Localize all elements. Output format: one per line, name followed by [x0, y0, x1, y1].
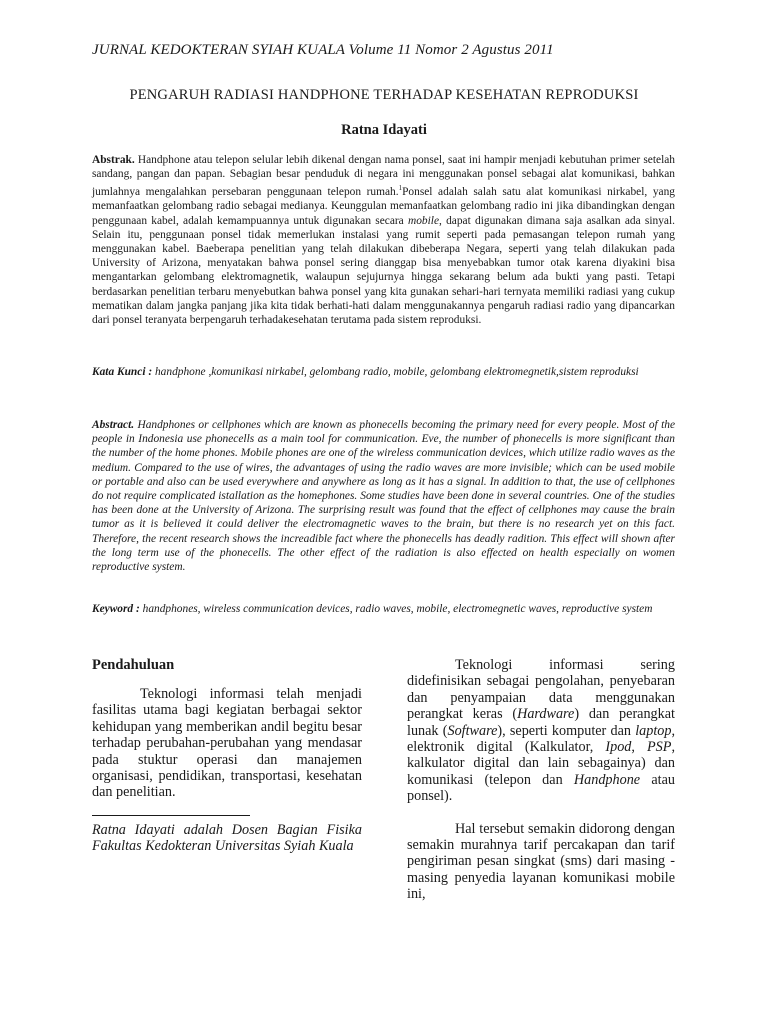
p1-text-f: , kalkulator digital dan lain sebagainya) dan komunikasi (telepon dan [407, 739, 675, 788]
abstrak-mobile-term: mobile [408, 214, 440, 227]
left-column [92, 657, 362, 855]
p1-term-handphone: Handphone [573, 771, 641, 788]
p1-term-hardware: Hardware [517, 706, 575, 723]
abstrak-footnote-ref: 1 [398, 184, 403, 193]
abstrak-text-2: Ponsel adalah salah satu alat komunikasi nirkabel, yang memanfaatkan gelombang radio sebagai medianya. Keunggulan memanfaatkan gelombang radio ini jika dibandingkan dengan penggunaan kabel, adalah kemampuannya untuk digunakan secara [92, 186, 675, 227]
footnote-divider [92, 815, 250, 816]
abstrak-label: Abstrak. [92, 154, 135, 166]
kata-kunci-label: Kata Kunci : [92, 366, 153, 378]
p1-text-c: ), seperti komputer dan [497, 722, 636, 739]
p1-text-b: ) dan perangkat lunak ( [407, 706, 675, 739]
p1-term-ipod: Ipod [605, 739, 632, 756]
abstrak-text-1: Handphone atau telepon selular lebih dikenal dengan nama ponsel, saat ini hampir menjadi kebutuhan primer setelah sandang, pangan dan papan. Sebagian besar penduduk di negara ini menggunakan ponsel sebagai alat komunikasi, bahkan jumlahnya mengalahkan persebaran penggunaan telepon rumah. [92, 154, 675, 199]
author-name: Ratna Idayati [341, 122, 427, 138]
abstract-english [92, 418, 675, 574]
keyword-english [92, 602, 675, 616]
keyword-en-label: Keyword : [92, 603, 140, 615]
right-paragraph-2: Hal tersebut semakin didorong dengan semakin murahnya tarif percakapan dan tarif pengiriman pesan singkat (sms) dari masing - masing penyedia layanan komunikasi mobile ini, [407, 820, 675, 903]
right-column [407, 657, 675, 903]
abstract-en-label: Abstract. [92, 419, 135, 431]
keyword-en-text: handphones, wireless communication devices, radio waves, mobile, electromegnetic waves, reproductive system [139, 603, 653, 615]
p1-text-e: , [631, 739, 648, 756]
p1-term-psp: PSP [647, 739, 672, 756]
p1-text-a: Teknologi informasi sering didefinisikan sebagai pengolahan, penyebaran dan penyampaian data menggunakan perangkat keras ( [407, 657, 675, 723]
abstrak-indonesian [92, 153, 675, 327]
right-paragraph-1 [407, 657, 675, 805]
p1-term-software: Software [447, 722, 498, 739]
abstrak-text-3: , dapat digunakan dimana saja asalkan ada sinyal. Selain itu, penggunaan ponsel tidak memerlukan instalasi yang rumit seperti pada pemasangan telepon rumah yang menggunakan kabel. Baeberapa penelitian yang telah dilakukan dibeberapa Negara, seperti yang telah dilakukan pada University of Arizona, menyatakan bahwa ponsel sering dianggap bisa menyebabkan tumor otak karena diyakini bisa mengantarkan gelombang elektromagnetik, walaupun sejujurnya hingga sekarang belum ada bukti yang pasti. Tetapi berdasarkan penelitian terbaru menyebutkan bahwa ponsel yang kita gunakan sehari-hari ternyata memiliki radiasi yang cukup mematikan dalam jangka panjang jika kita tidak berhati-hati dalam menggunakannya pengaruh radiasi radio yang dipancarkan dari ponsel teranyata berpengaruh terhadakesehatan terutama pada sistem reproduksi. [92, 214, 675, 327]
p1-text-g: atau ponsel). [407, 771, 675, 805]
kata-kunci [92, 365, 675, 379]
pendahuluan-paragraph: Teknologi informasi telah menjadi fasilitas utama bagi kegiatan berbagai sektor kehidupan yang memberikan andil begitu besar terhadap perubahan-perubahan yang mendasar pada stuktur operasi dan manajemen organisasi, pendidikan, transportasi, kesehatan dan penelitian. [92, 686, 362, 801]
paper-title: PENGARUH RADIASI HANDPHONE TERHADAP KESEHATAN REPRODUKSI [129, 87, 639, 103]
journal-running-header: JURNAL KEDOKTERAN SYIAH KUALA Volume 11 Nomor 2 Agustus 2011 [92, 42, 554, 58]
author-footnote: Ratna Idayati adalah Dosen Bagian Fisika Fakultas Kedokteran Universitas Syiah Kuala [92, 821, 362, 855]
p1-text-d: , elektronik digital (Kalkulator, [407, 722, 676, 756]
abstract-en-text: Handphones or cellphones which are known as phonecells becoming the primary need for every people. Most of the people in Indonesia use phonecells as a main tool for communication. Eve, the number of phonecells is more significant than the number of the home phones. Mobile phones are one of the wireless communication devices, which utilize radio waves as the medium. Compared to the use of wires, the advantages of using the radio waves are more invisible; which can be used mobile or portable and also can be used everywhere and anywhere as long as it has a signal. In addition to that, the use of cellphones do not require complicated istallation as the homephones. Some studies have been done in several countries. One of the studies has been done at the University of Arizona. The surprising result was found that the effect of cellphones may cause the brain tumor as it is believed it could deliver the electromagnetic waves to the brain, but there is no research yet on this fact. Therefore, the recent research shows the increadible fact where the phonecells has deadly radition. This effect will shown after the long term use of the phonecells. The other effect of the radiation is also effected on health especially on women reproductive system. [92, 419, 675, 574]
p1-term-laptop: laptop [635, 722, 672, 739]
section-heading-pendahuluan: Pendahuluan [92, 657, 175, 673]
kata-kunci-text: handphone ,komunikasi nirkabel, gelombang radio, mobile, gelombang elektromegnetik,sistem reproduksi [152, 366, 639, 378]
